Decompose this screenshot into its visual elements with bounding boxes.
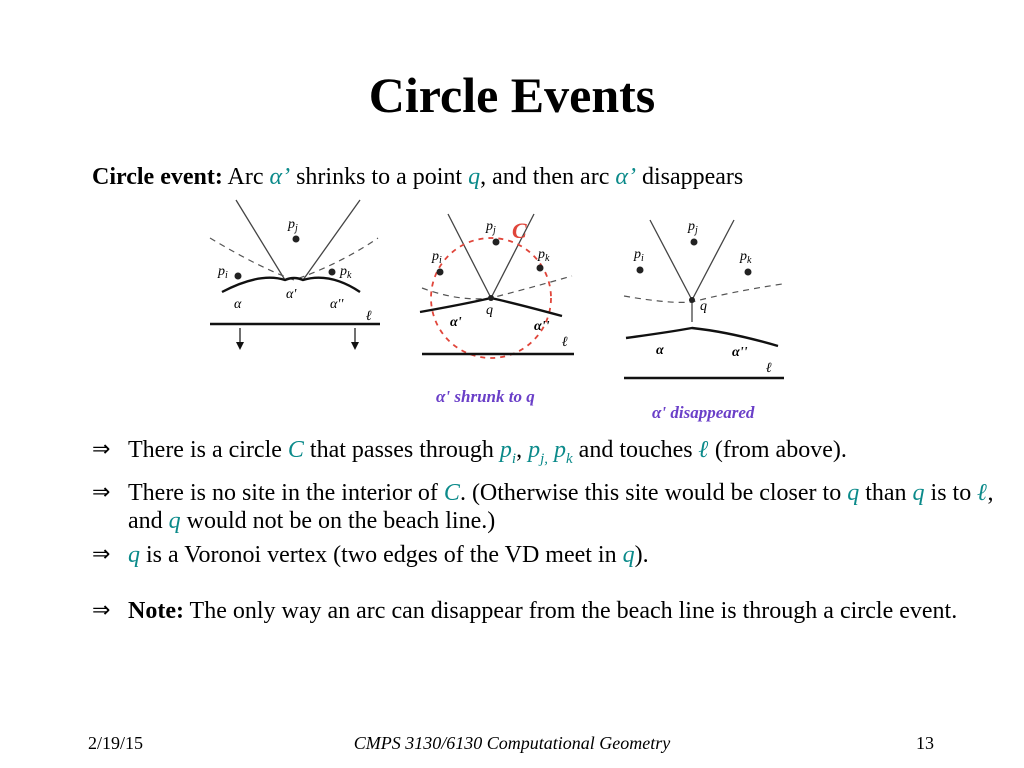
- label-pj: $p_j$: [688, 219, 698, 236]
- label-alpha-dprime: α'': [732, 345, 748, 360]
- bullet-item: [92, 597, 1002, 625]
- label-pj: $p_j$: [486, 219, 496, 236]
- voronoi-edge: [303, 200, 360, 280]
- lead-alpha: α’: [269, 164, 291, 190]
- label-ell: ℓ: [366, 309, 372, 324]
- bullet-item: [92, 436, 1002, 473]
- diagram-panel-after: [624, 219, 784, 422]
- dashed-parabola: [210, 238, 378, 280]
- slide-title: Circle Events: [368, 67, 656, 123]
- sweep-arrow-head: [351, 342, 359, 350]
- bullet-list: [92, 436, 1002, 631]
- label-pk: $p_k$: [340, 264, 352, 281]
- bullet-item: [92, 479, 1002, 535]
- site-pj: [293, 236, 300, 243]
- site-pj: [691, 239, 698, 246]
- label-q: q: [486, 303, 493, 318]
- lead-text-3: , and then arc: [480, 164, 616, 190]
- lead-text-4: disappears: [635, 164, 744, 190]
- site-pk: [537, 265, 544, 272]
- bullet-item: [92, 541, 1002, 569]
- bullet-text: Note: The only way an arc can disappear from the beach line is through a circle event.: [128, 597, 958, 624]
- voronoi-edge: [448, 214, 491, 298]
- lead-alpha-2: α’: [615, 164, 636, 190]
- label-pk: $p_k$: [538, 247, 550, 264]
- label-pi: $p_i$: [432, 249, 442, 266]
- beach-line: [626, 328, 778, 346]
- label-alpha: α: [234, 297, 242, 312]
- bullet-text: q is a Voronoi vertex (two edges of the VD meet in q).: [128, 541, 649, 568]
- label-ell: ℓ: [766, 361, 772, 376]
- label-alpha-prime: α': [286, 287, 297, 302]
- vertex-q: [488, 295, 494, 301]
- site-pi: [235, 273, 242, 280]
- lead-text-1: Arc: [222, 164, 270, 190]
- lead-text-2: shrinks to a point: [290, 164, 469, 190]
- lead-sentence: [92, 164, 743, 191]
- bullet-text: There is no site in the interior of C. (Otherwise this site would be closer to q than q is to ℓ, and q would not be on the beach line.): [128, 479, 994, 534]
- footer-course: CMPS 3130/6130 Computational Geometry: [353, 733, 671, 753]
- label-alpha: α: [656, 343, 664, 358]
- site-pk: [745, 269, 752, 276]
- annotation-shrunk: α' shrunk to q: [436, 387, 535, 406]
- label-pk: $p_k$: [740, 249, 752, 266]
- footer-date: 2/19/15: [88, 733, 144, 753]
- implies-icon: ⇒: [92, 479, 111, 505]
- circle-event-diagrams: [200, 192, 820, 432]
- implies-icon: ⇒: [92, 437, 111, 462]
- voronoi-edge: [650, 220, 692, 300]
- voronoi-edge: [692, 220, 734, 300]
- label-pi: $p_i$: [218, 264, 228, 281]
- implies-icon: ⇒: [92, 541, 111, 567]
- vertex-q: [689, 297, 695, 303]
- label-C: C: [512, 218, 527, 243]
- site-pi: [437, 269, 444, 276]
- diagram-panel-event: [420, 214, 574, 406]
- diagram-panel-before: [210, 200, 380, 350]
- sweep-arrow-head: [236, 342, 244, 350]
- label-pj: $p_j$: [288, 217, 298, 234]
- lead-label: Circle event:: [92, 164, 223, 190]
- bullet-text: There is a circle C that passes through $p_i$, $p_{j,}$ $p_k$ and touches ℓ (from above).: [128, 437, 847, 467]
- site-pj: [493, 239, 500, 246]
- label-alpha-dprime: α'': [534, 319, 550, 334]
- label-alpha-dprime: α'': [330, 297, 344, 312]
- annotation-disappeared: α' disappeared: [652, 403, 755, 422]
- voronoi-edge: [236, 200, 285, 280]
- site-pk: [329, 269, 336, 276]
- implies-icon: ⇒: [92, 597, 111, 623]
- lead-q: q: [468, 164, 481, 190]
- label-pi: $p_i$: [634, 247, 644, 264]
- label-ell: ℓ: [562, 335, 568, 350]
- site-pi: [637, 267, 644, 274]
- label-alpha-prime: α': [450, 315, 462, 330]
- label-q: q: [700, 299, 707, 314]
- footer-page-number: 13: [916, 733, 934, 753]
